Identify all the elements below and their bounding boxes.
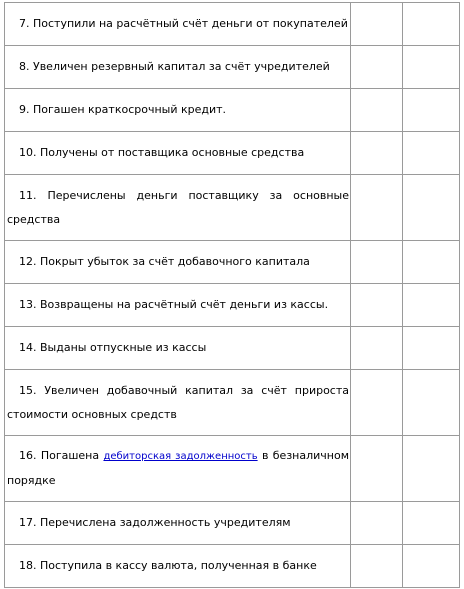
operation-text: Перечислена задолженность учредителям	[40, 516, 291, 529]
table-row	[5, 132, 460, 175]
credit-cell[interactable]	[403, 370, 460, 436]
table-row	[5, 241, 460, 284]
debit-cell[interactable]	[351, 545, 403, 588]
debit-cell[interactable]	[351, 284, 403, 327]
debit-cell[interactable]	[351, 327, 403, 370]
table-row	[5, 175, 460, 241]
row-number: 7.	[19, 17, 30, 30]
credit-cell[interactable]	[403, 284, 460, 327]
credit-cell[interactable]	[403, 502, 460, 545]
debit-cell[interactable]	[351, 46, 403, 89]
operation-description-cell	[5, 175, 351, 241]
table-row	[5, 502, 460, 545]
table-row	[5, 46, 460, 89]
row-number: 17.	[19, 516, 37, 529]
table-row	[5, 436, 460, 502]
operation-description-cell	[5, 370, 351, 436]
operation-text: Поступила в кассу валюта, полученная в банке	[40, 559, 317, 572]
credit-cell[interactable]	[403, 46, 460, 89]
table-row	[5, 284, 460, 327]
row-number: 15.	[19, 383, 37, 397]
row-number: 12.	[19, 255, 37, 268]
operation-text: Погашен краткосрочный кредит.	[33, 103, 227, 116]
debit-cell[interactable]	[351, 89, 403, 132]
credit-cell[interactable]	[403, 132, 460, 175]
operation-text: Выданы отпускные из кассы	[40, 341, 207, 354]
credit-cell[interactable]	[403, 3, 460, 46]
credit-cell[interactable]	[403, 327, 460, 370]
row-number: 13.	[19, 298, 37, 311]
operation-description-cell	[5, 436, 351, 502]
operation-description-cell	[5, 545, 351, 588]
debit-cell[interactable]	[351, 241, 403, 284]
table-row	[5, 370, 460, 436]
table-row	[5, 327, 460, 370]
debit-cell[interactable]	[351, 132, 403, 175]
operation-text: Увеличен добавочный капитал за счёт прироста стоимости основных средств	[7, 383, 349, 421]
operation-description-cell	[5, 502, 351, 545]
row-number: 16.	[19, 449, 37, 462]
receivables-link[interactable]: дебиторская задолженность	[103, 451, 258, 462]
operation-text: Получены от поставщика основные средства	[40, 146, 305, 159]
row-number: 9.	[19, 103, 30, 116]
table-row	[5, 89, 460, 132]
debit-cell[interactable]	[351, 502, 403, 545]
operation-text-before: Погашена	[40, 449, 100, 462]
row-number: 8.	[19, 60, 30, 73]
row-number: 14.	[19, 341, 37, 354]
row-number: 11.	[19, 188, 37, 202]
operation-description-cell	[5, 46, 351, 89]
operation-text: Возвращены на расчётный счёт деньги из кассы.	[40, 298, 329, 311]
credit-cell[interactable]	[403, 241, 460, 284]
operation-description-cell	[5, 132, 351, 175]
debit-cell[interactable]	[351, 436, 403, 502]
credit-cell[interactable]	[403, 545, 460, 588]
operation-description-cell	[5, 327, 351, 370]
debit-cell[interactable]	[351, 370, 403, 436]
operation-text-after: в безналичном порядке	[7, 449, 349, 487]
operation-text: Покрыт убыток за счёт добавочного капитала	[40, 255, 310, 268]
operation-description-cell	[5, 241, 351, 284]
operations-table	[4, 2, 460, 588]
credit-cell[interactable]	[403, 89, 460, 132]
debit-cell[interactable]	[351, 3, 403, 46]
row-number: 10.	[19, 146, 37, 159]
operation-description-cell	[5, 89, 351, 132]
operation-text: Поступили на расчётный счёт деньги от покупателей	[33, 17, 348, 30]
credit-cell[interactable]	[403, 436, 460, 502]
credit-cell[interactable]	[403, 175, 460, 241]
operation-description-cell	[5, 3, 351, 46]
operation-text: Перечислены деньги поставщику за основные средства	[7, 188, 349, 226]
operation-text: Увеличен резервный капитал за счёт учредителей	[33, 60, 330, 73]
row-number: 18.	[19, 559, 37, 572]
debit-cell[interactable]	[351, 175, 403, 241]
table-row	[5, 545, 460, 588]
operation-description-cell	[5, 284, 351, 327]
table-row	[5, 3, 460, 46]
